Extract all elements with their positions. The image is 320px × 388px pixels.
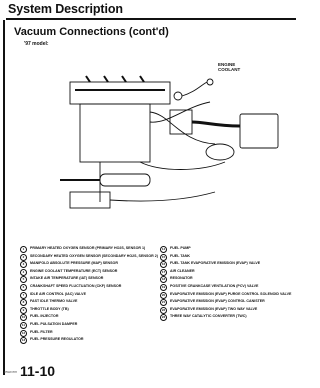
legend-text: EVAPORATIVE EMISSION (EVAP) CONTROL CANISTER [170,299,265,304]
legend-text: THREE WAY CATALYTIC CONVERTER (TWC) [170,314,247,319]
legend-number: 8 [20,299,27,306]
legend-number: 19 [161,284,166,289]
legend-text: SECONDARY HEATED OXYGEN SENSOR (SECONDARY HO2S, SENSOR 2) [30,253,158,258]
ect-sensor [207,79,213,85]
page-header-title: System Description [8,2,123,16]
evap-canister [70,192,110,208]
legend-item [160,307,298,314]
legend-number: 5 [20,276,27,283]
vacuum-connections-diagram [40,52,292,230]
legend-text: ENGINE COOLANT TEMPERATURE (ECT) SENSOR [30,268,118,273]
legend-text: FUEL INJECTOR [30,314,59,319]
legend-text: IDLE AIR CONTROL (IAC) VALVE [30,291,86,296]
legend-text: FUEL PUMP [170,246,191,250]
legend-number: 18 [161,277,166,282]
legend-text: CRANKSHAFT SPEED FLUCTUATION (CKF) SENSOR [30,283,122,288]
model-note: '97 model: [24,41,49,47]
air-cleaner [240,114,278,148]
legend-text: FUEL PRESSURE REGULATOR [30,337,84,342]
legend-item [20,330,160,337]
fuel-injectors [86,76,144,82]
legend-number: 9 [20,307,27,314]
throttle-body [170,110,192,134]
legend-number: 7 [20,292,27,299]
legend-number: 23 [161,315,166,320]
legend-item [20,261,160,268]
legend-item [20,292,160,299]
legend-number: 3 [20,261,27,268]
legend-item [20,314,160,321]
legend-number: 12 [21,330,26,335]
legend-item [160,246,298,253]
legend-text: FUEL PULSATION DAMPER [30,321,78,326]
legend-item [160,299,298,306]
legend-number: 2 [20,254,27,261]
engine-block [80,104,150,162]
legend-number: 14 [161,247,166,251]
legend-item [20,269,160,276]
legend-item [20,337,160,344]
legend-text: PRIMARY HEATED OXYGEN SENSOR (PRIMARY HO2S, SENSOR 1) [30,246,146,250]
legend-item [20,299,160,306]
legend-number: 10 [21,315,26,320]
legend-item [20,254,160,261]
legend-item [20,322,160,329]
legend-item [160,276,298,283]
legend-text: AIR CLEANER [170,268,195,273]
legend-item [20,284,160,291]
legend-number: 13 [21,338,26,343]
legend-left-column [20,246,160,345]
legend-text: THROTTLE BODY (TB) [30,306,69,311]
legend-item [160,314,298,321]
legend-number: 17 [161,269,166,274]
section-title: Vacuum Connections (cont'd) [14,26,169,38]
legend-number: 6 [20,284,27,291]
legend-text: FUEL FILTER [30,329,53,334]
legend-text: FUEL TANK [170,253,191,258]
legend-text: INTAKE AIR TEMPERATURE (IAT) SENSOR [30,276,104,281]
legend-text: EVAPORATIVE EMISSION (EVAP) PURGE CONTROL SOLENOID VALVE [170,291,292,296]
engine-coolant-label: ENGINE COOLANT [218,62,241,72]
left-margin-rule [3,20,5,375]
map-sensor [174,92,182,100]
legend-text: RESONATOR [170,276,193,281]
header-divider [6,18,296,20]
legend-item [20,246,160,253]
legend-number: 16 [161,262,166,267]
footer-url: www.em [4,370,18,374]
catalytic-converter [100,174,150,186]
legend-number: 4 [20,269,27,276]
legend-text: FAST IDLE THERMO VALVE [30,299,78,304]
legend-item [160,292,298,299]
legend-item [160,269,298,276]
legend-item [20,276,160,283]
legend-number: 15 [161,254,166,259]
intake-manifold [70,82,170,104]
intake-duct [192,122,240,126]
legend-text: MANIFOLD ABSOLUTE PRESSURE (MAP) SENSOR [30,261,118,266]
legend-number: 20 [161,292,166,297]
legend-text: POSITIVE CRANKCASE VENTILATION (PCV) VALVE [170,283,259,288]
legend-item [160,261,298,268]
legend-number: 1 [20,246,27,253]
legend-item [160,254,298,261]
legend-text: EVAPORATIVE EMISSION (EVAP) TWO WAY VALVE [170,306,258,311]
legend-text: FUEL TANK EVAPORATIVE EMISSION (EVAP) VALVE [170,261,261,266]
legend-number: 22 [161,307,166,312]
legend-number: 21 [161,300,166,305]
legend-right-column [160,246,298,322]
resonator [206,144,234,160]
legend-item [20,307,160,314]
legend-number: 11 [21,322,26,327]
page-number: 11-10 [20,363,56,379]
legend-item [160,284,298,291]
